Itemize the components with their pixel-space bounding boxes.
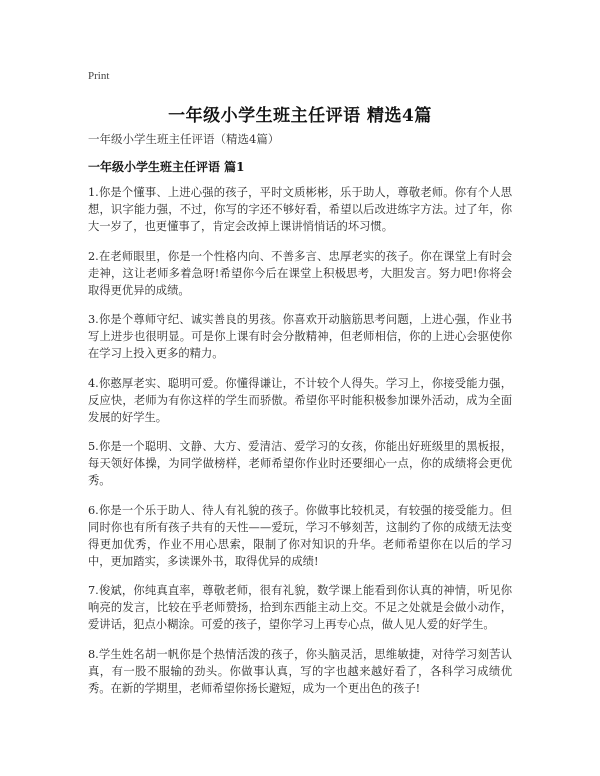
paragraph-8: 8.学生姓名胡一帆你是个热情活泼的孩子，你头脑灵活，思维敏捷，对待学习刻苦认真，有一股不服输的劲头。你做事认真，写的字也越来越好看了，各科学习成绩优秀。在新的学期里，老师希望你扬长避短，成为一个更出色的孩子!: [88, 647, 512, 695]
paragraph-5: 5.你是一个聪明、文静、大方、爱清洁、爱学习的女孩，你能出好班级里的黑板报，每天领好体操，为同学做榜样，老师希望你作业时还要细心一点，你的成绩将会更优秀。: [88, 440, 512, 487]
paragraph-6: 6.你是一个乐于助人、待人有礼貌的孩子。你做事比较机灵，有较强的接受能力。但同时你也有所有孩子共有的天性——爱玩，学习不够刻苦，这制约了你的成绩无法变得更加优秀，作业不用心思索，限制了你对知识的升华。老师希望你在以后的学习中，更加踏实，多读课外书，取得优异的成绩!: [88, 503, 512, 568]
paragraph-1: 1.你是个懂事、上进心强的孩子，平时文质彬彬，乐于助人，尊敬老师。你有个人思想，识字能力强，不过，你写的字还不够好看，希望以后改进练字方法。过了年，你大一岁了，也更懂事了，肯定会改掉上课讲悄悄话的坏习惯。: [88, 186, 512, 233]
paragraph-2: 2.在老师眼里，你是一个性格内向、不善多言、忠厚老实的孩子。你在课堂上有时会走神，这让老师多着急呀!希望你今后在课堂上积极思考，大胆发言。努力吧!你将会取得更优异的成绩。: [88, 249, 512, 297]
document-title: 一年级小学生班主任评语 精选4篇: [168, 106, 432, 126]
paragraph-7: 7.俊斌，你纯真直率，尊敬老师，很有礼貌，数学课上能看到你认真的神情，听见你响亮的发言，比较在乎老师赞扬，拾到东西能主动上交。不足之处就是会做小动作，爱讲话，犯点小糊涂。可爱的孩子，望你学习上再专心点，做人见人爱的好学生。: [88, 584, 512, 631]
document-body: [88, 184, 512, 709]
document-subtitle: 一年级小学生班主任评语（精选4篇）: [88, 132, 280, 146]
print-label[interactable]: Print: [88, 70, 110, 82]
section-heading: 一年级小学生班主任评语 篇1: [88, 160, 245, 174]
paragraph-3: 3.你是个尊师守纪、诚实善良的男孩。你喜欢开动脑筋思考问题，上进心强，作业书写上进步也很明显。可是你上课有时会分散精神，但老师相信，你的上进心会驱使你在学习上投入更多的精力。: [88, 313, 512, 360]
paragraph-4: 4.你憨厚老实、聪明可爱。你懂得谦让，不计较个人得失。学习上，你接受能力强，反应快，老师为有你这样的学生而骄傲。希望你平时能积极参加课外活动，成为全面发展的好学生。: [88, 376, 512, 424]
